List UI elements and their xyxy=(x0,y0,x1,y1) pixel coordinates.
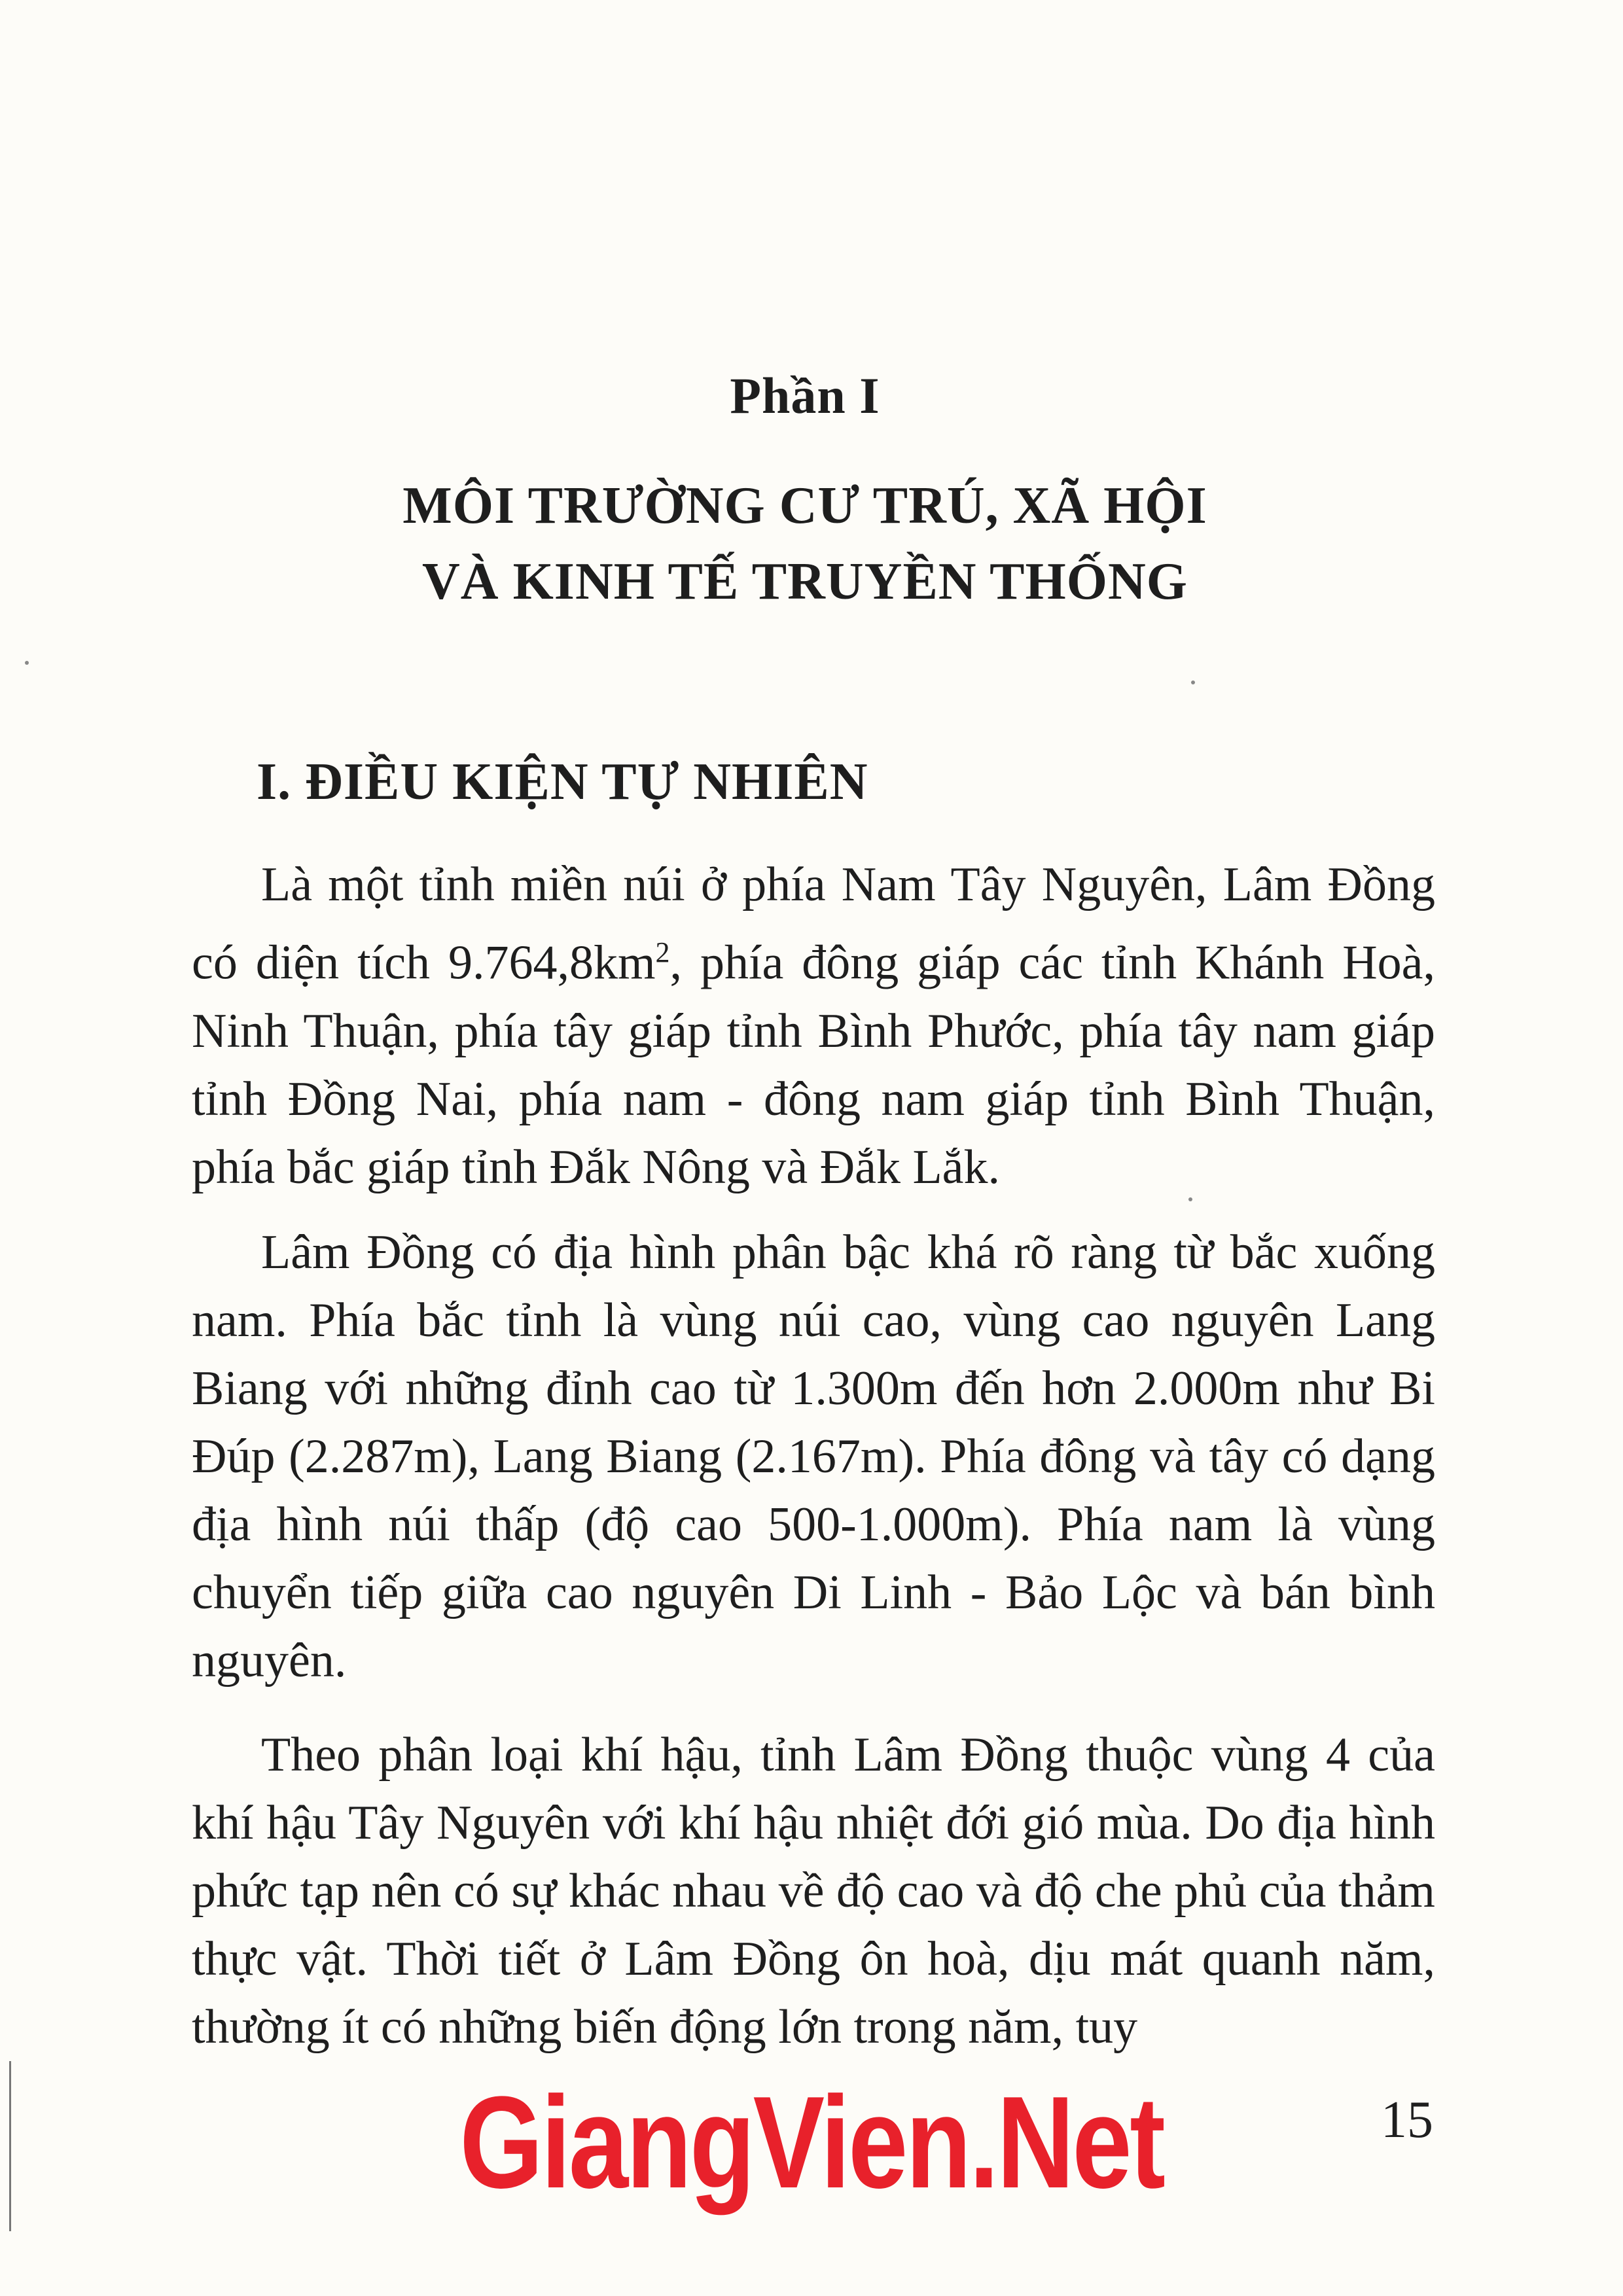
part-label: Phần I xyxy=(730,367,880,424)
paragraph-1-text-a: Là một tỉnh miền núi ở phía Nam Tây Nguyên, Lâm Đồng có diện tích 9.764,8km xyxy=(192,858,1435,990)
paragraph-1 xyxy=(192,851,1435,1201)
scan-speck xyxy=(1191,680,1195,684)
paragraph-2: Lâm Đồng có địa hình phân bậc khá rõ ràng từ bắc xuống nam. Phía bắc tỉnh là vùng núi cao, vùng cao nguyên Lang Biang với những đỉnh cao từ 1.300m đến hơn 2.000m như Bi Đúp (2.287m), Lang Biang (2.167m). Phía đông và tây có dạng địa hình núi thấp (độ cao 500-1.000m). Phía nam là vùng chuyển tiếp giữa cao nguyên Di Linh - Bảo Lộc và bán bình nguyên. xyxy=(192,1226,1435,1687)
paragraph-1-text-b: , phía đông giáp các tỉnh Khánh Hoà, Ninh Thuận, phía tây giáp tỉnh Bình Phước, phía tây nam giáp tỉnh Đồng Nai, phía nam - đông nam giáp tỉnh Bình Thuận, phía bắc giáp tỉnh Đắk Nông và Đắk Lắk. xyxy=(192,936,1435,1194)
scan-speck xyxy=(25,661,29,665)
section-heading: I. ĐIỀU KIỆN TỰ NHIÊN xyxy=(257,753,868,811)
paragraph-3: Theo phân loại khí hậu, tỉnh Lâm Đồng thuộc vùng 4 của khí hậu Tây Nguyên với khí hậu nhiệt đới gió mùa. Do địa hình phức tạp nên có sự khác nhau về độ cao và độ che phủ của thảm thực vật. Thời tiết ở Lâm Đồng ôn hoà, dịu mát quanh năm, thường ít có những biến động lớn trong năm, tuy xyxy=(192,1728,1435,2054)
scan-edge-mark xyxy=(9,2061,11,2231)
page-number: 15 xyxy=(1381,2091,1433,2149)
scan-speck xyxy=(1188,1197,1192,1201)
watermark-logo: GiangVien.Net xyxy=(459,2070,1164,2216)
superscript-2: 2 xyxy=(655,936,670,968)
chapter-title-line-1: MÔI TRƯỜNG CƯ TRÚ, XÃ HỘI xyxy=(402,477,1207,535)
chapter-title xyxy=(0,468,1610,620)
chapter-title-line-2: VÀ KINH TẾ TRUYỀN THỐNG xyxy=(422,553,1188,610)
